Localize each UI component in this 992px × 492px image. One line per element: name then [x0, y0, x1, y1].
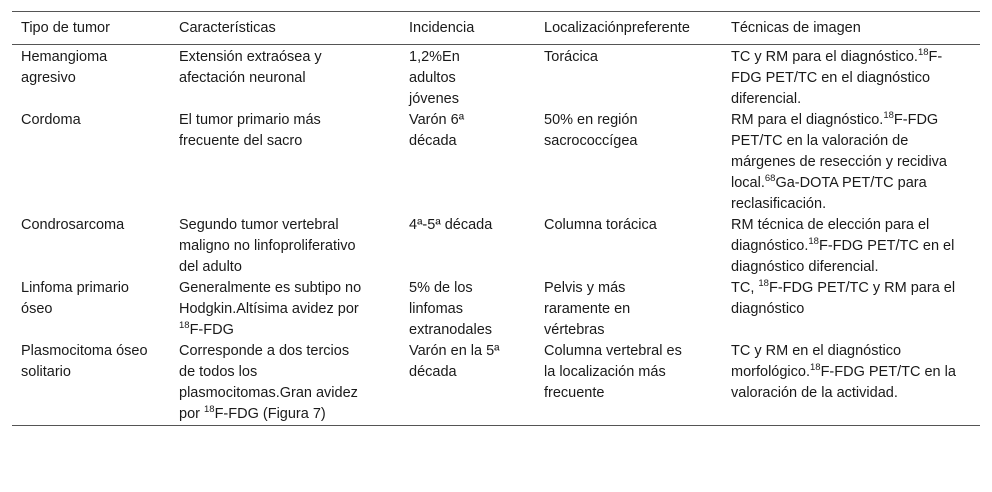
isotope-superscript: 18 — [808, 236, 819, 247]
header-caracteristicas: Características — [179, 20, 276, 36]
cell-tipo: Cordoma — [21, 112, 81, 128]
cell-text: TC y RM en el diagnóstico morfológico. — [731, 343, 902, 380]
header-tecnicas: Técnicas de imagen — [731, 20, 861, 36]
cell-localizacion: Columna torácica — [544, 217, 657, 233]
cell-text: RM técnica de elección para el diagnóstico. — [731, 217, 930, 254]
cell-incidencia: 4ª-5ª década — [409, 217, 493, 233]
cell-incidencia: Varón 6ª década — [409, 112, 465, 149]
header-localizacion: Localizaciónpreferente — [544, 20, 690, 36]
cell-tipo: Hemangioma agresivo — [21, 49, 108, 86]
cell-text: F-FDG PET/TC en la valoración de la actividad. — [731, 364, 956, 401]
cell-caracteristicas — [170, 278, 400, 341]
cell-text: F-FDG PET/TC en el diagnóstico diferencial. — [731, 49, 943, 107]
cell-tipo: Linfoma primario óseo — [21, 280, 129, 317]
table-row — [12, 341, 980, 425]
cell-text: TC, — [731, 280, 759, 296]
cell-tecnicas — [722, 110, 980, 215]
isotope-superscript: 68 — [764, 173, 776, 184]
cell-tecnicas — [722, 47, 980, 110]
cell-caracteristicas: Extensión extraósea y afectación neuronal — [179, 49, 322, 86]
cell-incidencia: 5% de los linfomas extranodales — [409, 280, 493, 338]
cell-tecnicas — [722, 341, 980, 425]
table-body — [12, 45, 980, 426]
header-incidencia: Incidencia — [409, 20, 475, 36]
cell-caracteristicas — [170, 341, 400, 425]
cell-text: F-FDG PET/TC y RM para el diagnóstico — [731, 280, 956, 317]
cell-localizacion: Pelvis y más raramente en vértebras — [544, 280, 631, 338]
table-row — [12, 110, 980, 215]
cell-tipo: Plasmocitoma óseo solitario — [21, 343, 148, 380]
tumor-table — [12, 11, 980, 426]
cell-text: F-FDG (Figura 7) — [214, 406, 326, 422]
isotope-superscript: 18 — [809, 362, 821, 373]
cell-localizacion: 50% en región sacrococcígea — [544, 112, 638, 149]
cell-caracteristicas: Segundo tumor vertebral maligno no linfoproliferativo del adulto — [179, 217, 356, 275]
cell-text: F-FDG PET/TC en la valoración de márgenes de resección y recidiva local. — [731, 112, 947, 191]
cell-tipo: Condrosarcoma — [21, 217, 125, 233]
cell-text: Generalmente es subtipo no Hodgkin.Altísima avidez por — [179, 280, 362, 317]
header-tipo: Tipo de tumor — [21, 20, 110, 36]
cell-tecnicas — [722, 215, 980, 278]
cell-text: F-FDG PET/TC en el diagnóstico diferencial. — [731, 238, 955, 275]
isotope-superscript: 18 — [204, 404, 215, 415]
cell-text: Corresponde a dos tercios de todos los plasmocitomas.Gran avidez por — [179, 343, 358, 422]
cell-localizacion: Torácica — [544, 49, 598, 65]
table-header — [12, 11, 980, 45]
isotope-superscript: 18 — [179, 320, 190, 331]
cell-incidencia: 1,2%En adultos jóvenes — [409, 49, 460, 107]
cell-incidencia: Varón en la 5ª década — [409, 343, 500, 380]
cell-localizacion: Columna vertebral es la localización más frecuente — [544, 343, 682, 401]
isotope-superscript: 18 — [883, 110, 894, 121]
table-row — [12, 278, 980, 341]
cell-text: RM para el diagnóstico. — [731, 112, 884, 128]
cell-text: Ga-DOTA PET/TC para reclasificación. — [731, 175, 927, 212]
isotope-superscript: 18 — [758, 278, 769, 289]
cell-text: F-FDG — [189, 322, 234, 338]
table-row — [12, 47, 980, 110]
cell-tecnicas — [722, 278, 980, 341]
table-row — [12, 215, 980, 278]
isotope-superscript: 18 — [917, 47, 929, 58]
cell-text: TC y RM para el diagnóstico. — [731, 49, 918, 65]
cell-caracteristicas: El tumor primario más frecuente del sacro — [179, 112, 321, 149]
